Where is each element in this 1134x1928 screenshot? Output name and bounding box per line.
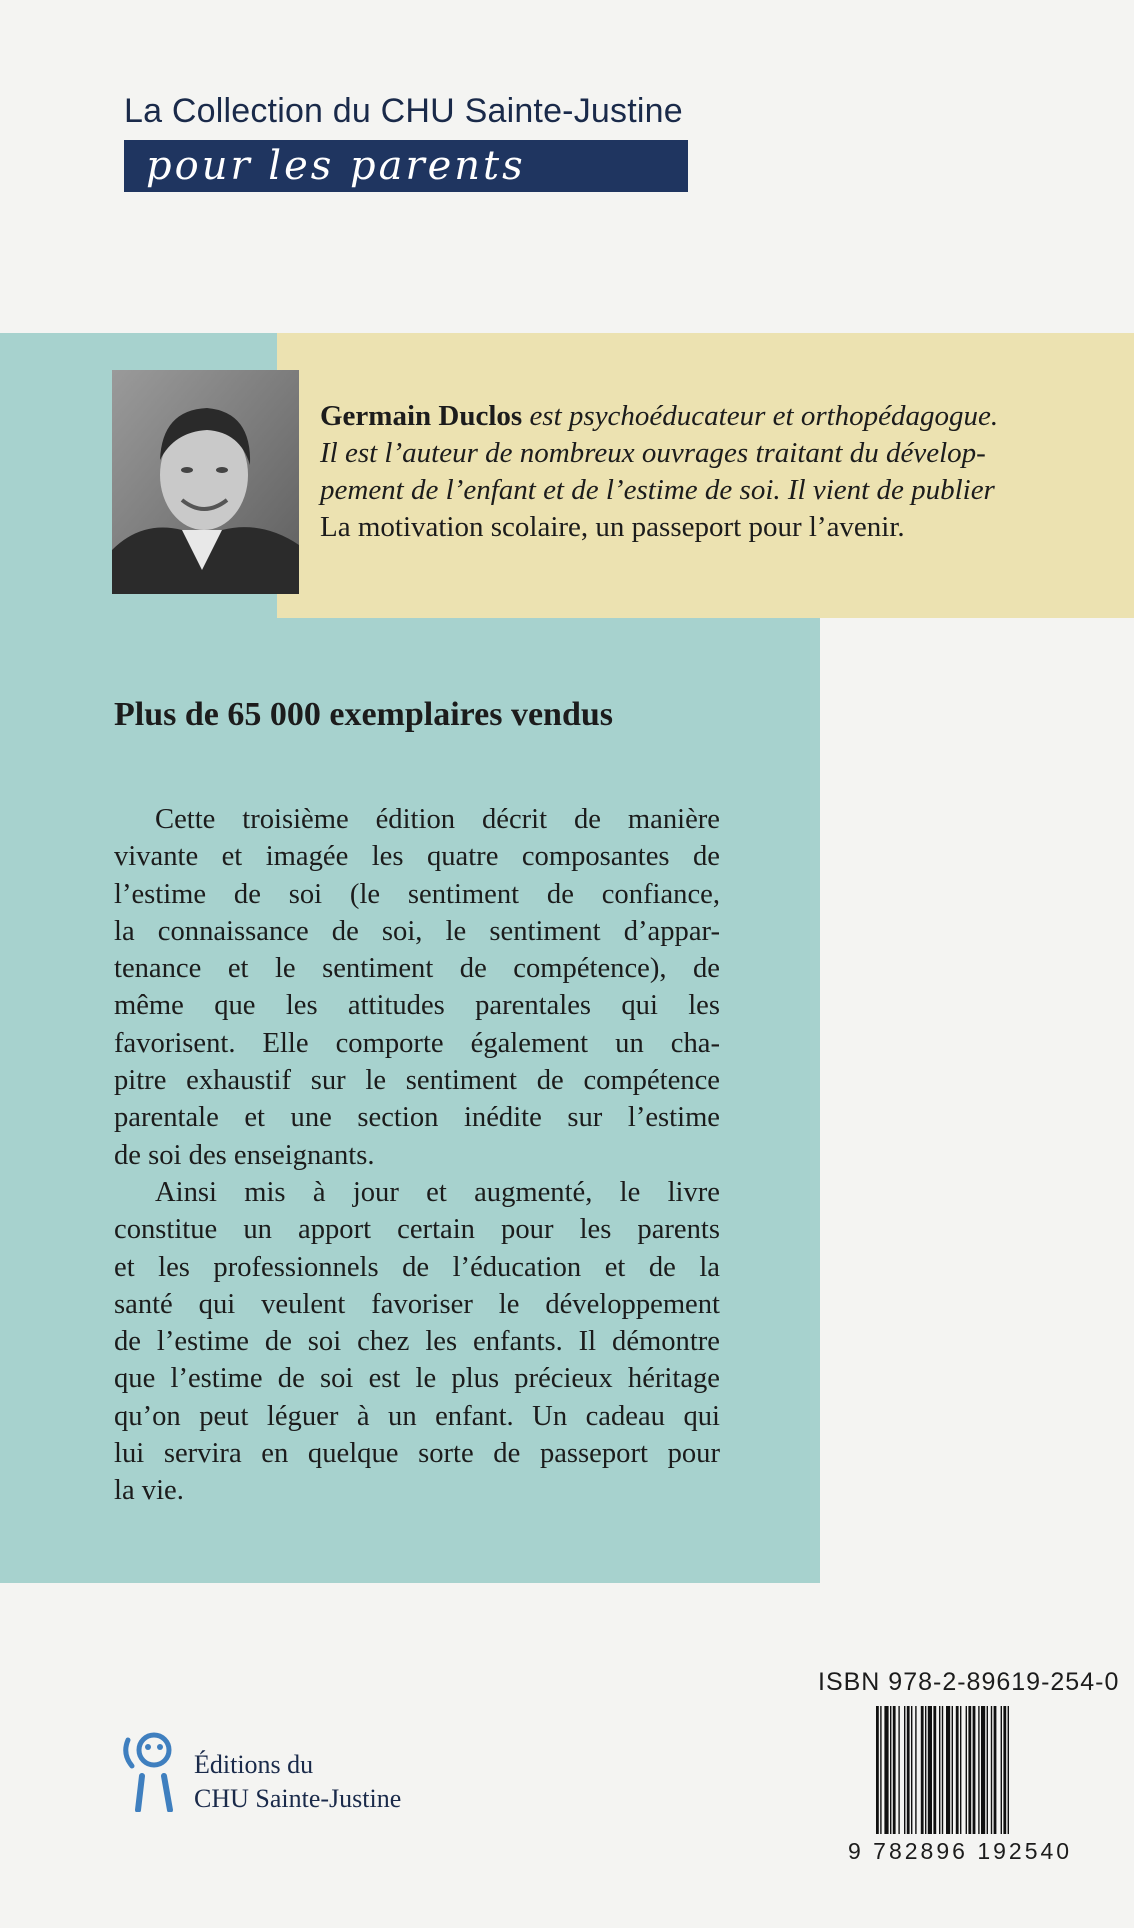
sales-headline: Plus de 65 000 exemplaires vendus (114, 696, 614, 733)
paragraph-line: favorisent. Elle comporte également un cha- (114, 1027, 720, 1059)
author-bio-line: Il est l’auteur de nombreux ouvrages traitant du dévelop- (320, 437, 986, 469)
paragraph-line: tenance et le sentiment de compétence), de (114, 953, 720, 985)
paragraph-line: même que les attitudes parentales qui les (114, 990, 720, 1022)
paragraph-line: la vie. (114, 1475, 184, 1507)
barcode (874, 1706, 1068, 1834)
paragraph-line: la connaissance de soi, le sentiment d’appar- (114, 915, 720, 947)
paragraph-line: qu’on peut léguer à un enfant. Un cadeau qui (114, 1400, 720, 1432)
paragraph-line: de l’estime de soi chez les enfants. Il démontre (114, 1326, 720, 1358)
paragraph-line: l’estime de soi (le sentiment de confiance, (114, 878, 720, 910)
paragraph-line: vivante et imagée les quatre composantes de (114, 841, 720, 873)
author-bio-line: pement de l’enfant et de l’estime de soi. Il vient de publier (320, 474, 995, 506)
book-title-reference: La motivation scolaire, un passeport pour l’avenir. (320, 511, 905, 543)
margin-panel (820, 618, 1134, 1583)
paragraph-line: Ainsi mis à jour et augmenté, le livre (155, 1177, 720, 1208)
collection-subtitle: pour les parents (146, 143, 526, 189)
isbn-label: ISBN 978-2-89619-254-0 (818, 1668, 1120, 1696)
publisher-name (194, 1748, 401, 1816)
description-paragraph (114, 801, 720, 1174)
author-name: Germain Duclos (320, 400, 523, 432)
paragraph-line: de soi des enseignants. (114, 1139, 375, 1171)
author-photo (112, 370, 299, 594)
paragraph-line: constitue un apport certain pour les parents (114, 1214, 720, 1246)
barcode-digits: 9 782896 192540 (848, 1838, 1073, 1864)
publisher-line: CHU Sainte-Justine (194, 1784, 402, 1813)
paragraph-line: et les professionnels de l’éducation et de la (114, 1251, 720, 1283)
paragraph-line: lui servira en quelque sorte de passeport pour (114, 1438, 720, 1470)
publisher-line: Éditions du (194, 1750, 314, 1779)
paragraph-line: Cette troisième édition décrit de manière (155, 804, 720, 835)
paragraph-line: que l’estime de soi est le plus précieux héritage (114, 1363, 720, 1395)
collection-title: La Collection du CHU Sainte-Justine (124, 92, 683, 130)
description-paragraph (114, 1174, 720, 1510)
paragraph-line: santé qui veulent favoriser le développement (114, 1288, 720, 1320)
publisher-logo (120, 1726, 188, 1812)
paragraph-line: parentale et une section inédite sur l’estime (114, 1102, 720, 1134)
paragraph-line: pitre exhaustif sur le sentiment de compétence (114, 1065, 720, 1097)
author-bio-line: est psychoéducateur et orthopédagogue. (522, 400, 999, 432)
author-bio (320, 398, 1110, 546)
